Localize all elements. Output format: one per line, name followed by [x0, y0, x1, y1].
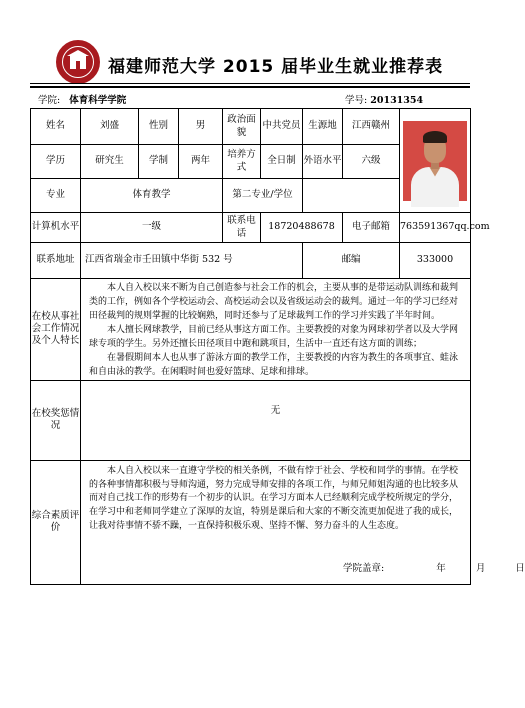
college-label: 学院:: [38, 95, 61, 106]
page-title: 福建师范大学 2015 届毕业生就业推荐表: [108, 57, 444, 77]
training-value: 全日制: [261, 145, 303, 179]
name-value: 刘盛: [81, 109, 139, 145]
social-paragraph-1: 本人自入校以来不断为自己创造参与社会工作的机会，主要从事的是带运动队训练和裁判类的工作，例如各个学校运动会、高校运动会以及省级运动会的裁判。通过一年的学习已经对田径裁判的规则掌握的比较娴熟，同时还参与了足球裁判工作的学习并实践了半年时间。: [89, 283, 459, 321]
political-label: 政治面貌: [223, 109, 261, 145]
eval-text: 本人自入校以来一直遵守学校的相关条例，不做有悖于社会、学校和同学的事情。在学校的各种事情都积极与导师沟通，努力完成导师安排的各项工作，与师兄师姐沟通的也比较多从而对自己找工作的形势有一个初步的认识。在学习方面本人已经顺利完成学校所规定的学分，在学习中和老师同学建立了深厚的友谊，特别是课后和大家的不断交流更加促进了我的成长，让我对待事情不骄不躁，一直保持积极乐观、坚持不懈、努力奋斗的人生态度。: [89, 465, 459, 532]
address-value: 江西省瑞金市壬田镇中华街 532 号: [81, 243, 303, 279]
postcode-value: 333000: [400, 243, 471, 279]
major-label: 专业: [31, 179, 81, 213]
signature-line: [343, 563, 525, 575]
origin-value: 江西赣州: [343, 109, 400, 145]
gender-value: 男: [179, 109, 223, 145]
month-label: 月: [475, 563, 486, 575]
gender-label: 性别: [139, 109, 179, 145]
year-label: 年: [436, 563, 446, 575]
computer-value: 一级: [81, 213, 223, 243]
college-value: 体育科学学院: [69, 95, 127, 106]
eval-cell: [81, 460, 525, 584]
social-label: 在校从事社会工作情况及个人特长: [31, 279, 81, 381]
university-logo: [56, 40, 100, 84]
phone-label: 联系电话: [223, 213, 261, 243]
postcode-label: 邮编: [303, 243, 400, 279]
schooling-label: 学制: [139, 145, 179, 179]
address-label: 联系地址: [31, 243, 81, 279]
email-label: 电子邮箱: [343, 213, 400, 243]
degree-label: 学历: [31, 145, 81, 179]
name-label: 姓名: [31, 109, 81, 145]
foreign-value: 六级: [343, 145, 400, 179]
student-photo: [400, 109, 471, 213]
awards-label: 在校奖惩情况: [31, 380, 81, 460]
title-divider: [30, 83, 470, 84]
college-line: [38, 92, 126, 106]
day-label: 日: [515, 563, 525, 575]
foreign-label: 外语水平: [303, 145, 343, 179]
computer-label: 计算机水平: [31, 213, 81, 243]
awards-value: 无: [81, 380, 471, 460]
social-text: [81, 279, 471, 381]
student-no-label: 学号:: [345, 95, 368, 106]
schooling-value: 两年: [179, 145, 223, 179]
email-value: 763591367qq.com: [400, 213, 471, 243]
second-major-label: 第二专业/学位: [223, 179, 303, 213]
degree-value: 研究生: [81, 145, 139, 179]
student-no-line: [345, 92, 423, 106]
sign-label: 学院盖章:: [343, 563, 385, 575]
social-paragraph-2: 本人擅长网球教学，目前已经从事这方面工作。主要教授的对象为网球初学者以及大学网球专项的学生。另外还擅长田径项目中跑和跳项目，生活中一直还有这方面的训练；: [89, 324, 459, 349]
political-value: 中共党员: [261, 109, 303, 145]
social-paragraph-3: 在暑假期间本人也从事了游泳方面的教学工作，主要教授的内容为教生的各项事宜、蛙泳和自由泳的教学。在闲暇时间也爱好篮球、足球和排球。: [89, 352, 459, 377]
eval-label: 综合素质评价: [31, 460, 81, 584]
recommendation-form: [30, 108, 525, 585]
phone-value: 18720488678: [261, 213, 343, 243]
title-divider-thick: [30, 86, 470, 88]
student-no-value: 20131354: [370, 95, 424, 106]
major-value: 体育教学: [81, 179, 223, 213]
second-major-value: [303, 179, 400, 213]
origin-label: 生源地: [303, 109, 343, 145]
training-label: 培养方式: [223, 145, 261, 179]
